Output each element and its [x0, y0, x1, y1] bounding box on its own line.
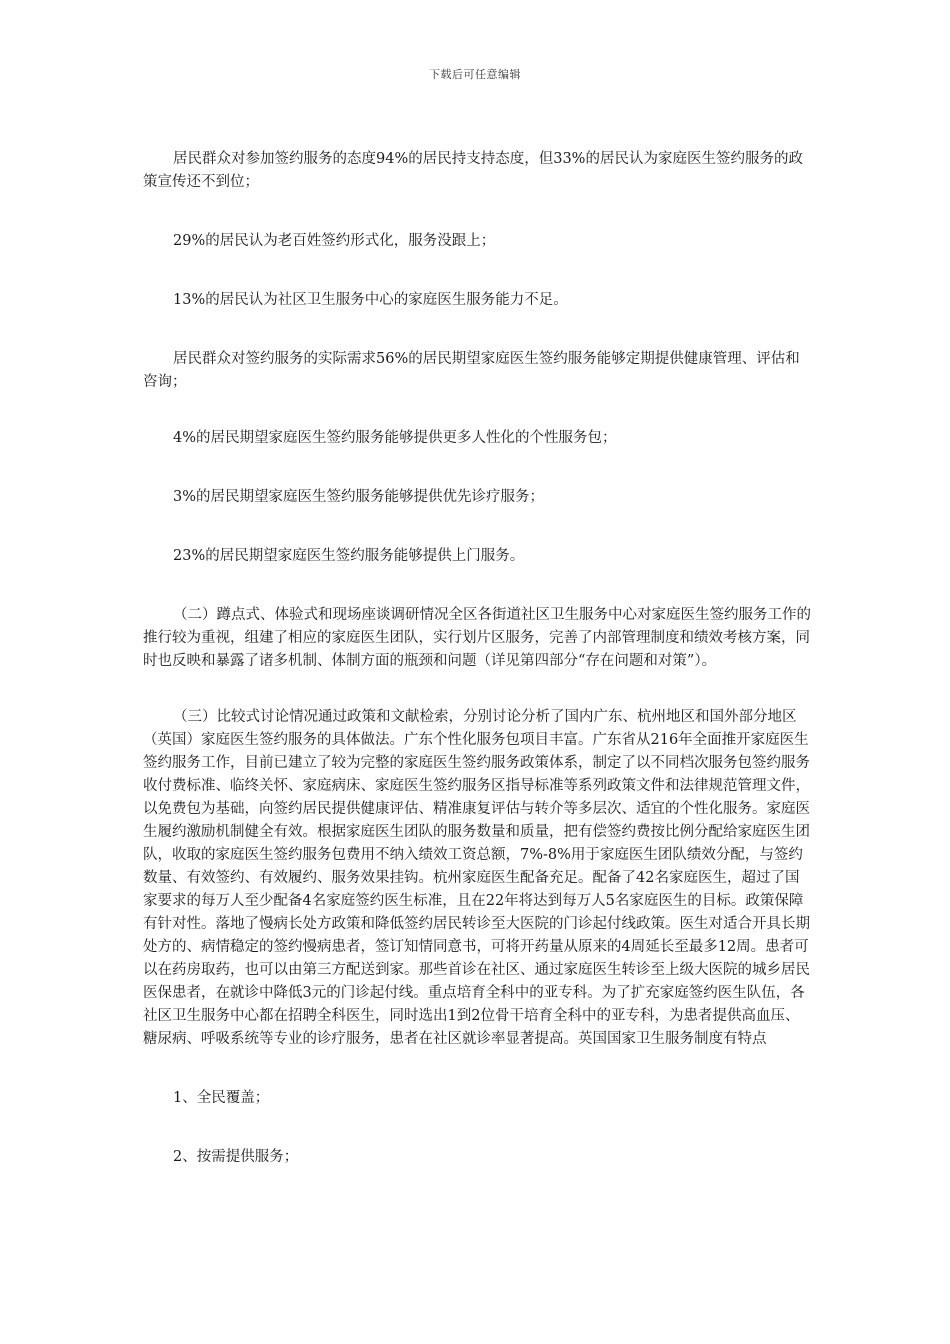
- header-note: 下载后可任意编辑: [429, 68, 521, 81]
- paragraph-section-two: （二）蹲点式、体验式和现场座谈调研情况全区各街道社区卫生服务中心对家庭医生签约服务工作的推行较为重视，组建了相应的家庭医生团队，实行划片区服务，完善了内部管理制度和绩效考核方案，同时也反映和暴露了诸多机制、体制方面的瓶颈和问题（详见第四部分“存在问题和对策”）。: [143, 607, 811, 669]
- document-body: [143, 148, 811, 1169]
- paragraph-formality: 29%的居民认为老百姓签约形式化，服务没跟上；: [173, 233, 496, 249]
- paragraph-capacity: 13%的居民认为社区卫生服务中心的家庭医生服务能力不足。: [173, 292, 568, 308]
- paragraph-priority: 3%的居民期望家庭医生签约服务能够提供优先诊疗服务；: [173, 489, 545, 505]
- paragraph-needs: 居民群众对签约服务的实际需求56%的居民期望家庭医生签约服务能够定期提供健康管理、评估和咨询；: [143, 351, 800, 390]
- paragraph-section-three: （三）比较式讨论情况通过政策和文献检索，分别讨论分析了国内广东、杭州地区和国外部分地区（英国）家庭医生签约服务的具体做法。广东个性化服务包项目丰富。广东省从216年全面推开家庭医生签约服务工作，目前已建立了较为完整的家庭医生签约服务政策体系，制定了以不同档次服务包签约服务收付费标准、临终关怀、家庭病床、家庭医生签约服务区指导标准等系列政策文件和法律规范管理文件，以免费包为基础，向签约居民提供健康评估、精准康复评估与转介等多层次、适宜的个性化服务。家庭医生履约激励机制健全有效。根据家庭医生团队的服务数量和质量，把有偿签约费按比例分配给家庭医生团队，收取的家庭医生签约服务包费用不纳入绩效工资总额，7%-8%用于家庭医生团队绩效分配，与签约数量、有效签约、有效履约、服务效果挂钩。杭州家庭医生配备充足。配备了42名家庭医生，超过了国家要求的每万人至少配备4名家庭签约医生标准，且在22年将达到每万人5名家庭医生的目标。政策保障有针对性。落地了慢病长处方政策和降低签约居民转诊至大医院的门诊起付线政策。医生对适合开具长期处方的、病情稳定的签约慢病患者，签订知情同意书，可将开药量从原来的4周延长至最多12周。患者可以在药房取药，也可以由第三方配送到家。那些首诊在社区、通过家庭医生转诊至上级大医院的城乡居民医保患者，在就诊中降低3元的门诊起付线。重点培育全科中的亚专科。为了扩充家庭签约医生队伍，各社区卫生服务中心都在招聘全科医生，同时选出1到2位骨干培育全科中的亚专科，为患者提供高血压、糖尿病、呼吸系统等专业的诊疗服务，患者在社区就诊率显著提高。英国国家卫生服务制度有特点: [143, 709, 810, 1047]
- list-item-universal-coverage: 1、全民覆盖；: [173, 1090, 270, 1106]
- paragraph-attitude: 居民群众对参加签约服务的态度94%的居民持支持态度，但33%的居民认为家庭医生签约服务的政策宣传还不到位；: [143, 151, 803, 190]
- paragraph-personalized: 4%的居民期望家庭医生签约服务能够提供更多人性化的个性服务包；: [173, 430, 617, 446]
- list-item-need-based-service: 2、按需提供服务；: [173, 1149, 299, 1165]
- paragraph-home-service: 23%的居民期望家庭医生签约服务能够提供上门服务。: [173, 548, 525, 564]
